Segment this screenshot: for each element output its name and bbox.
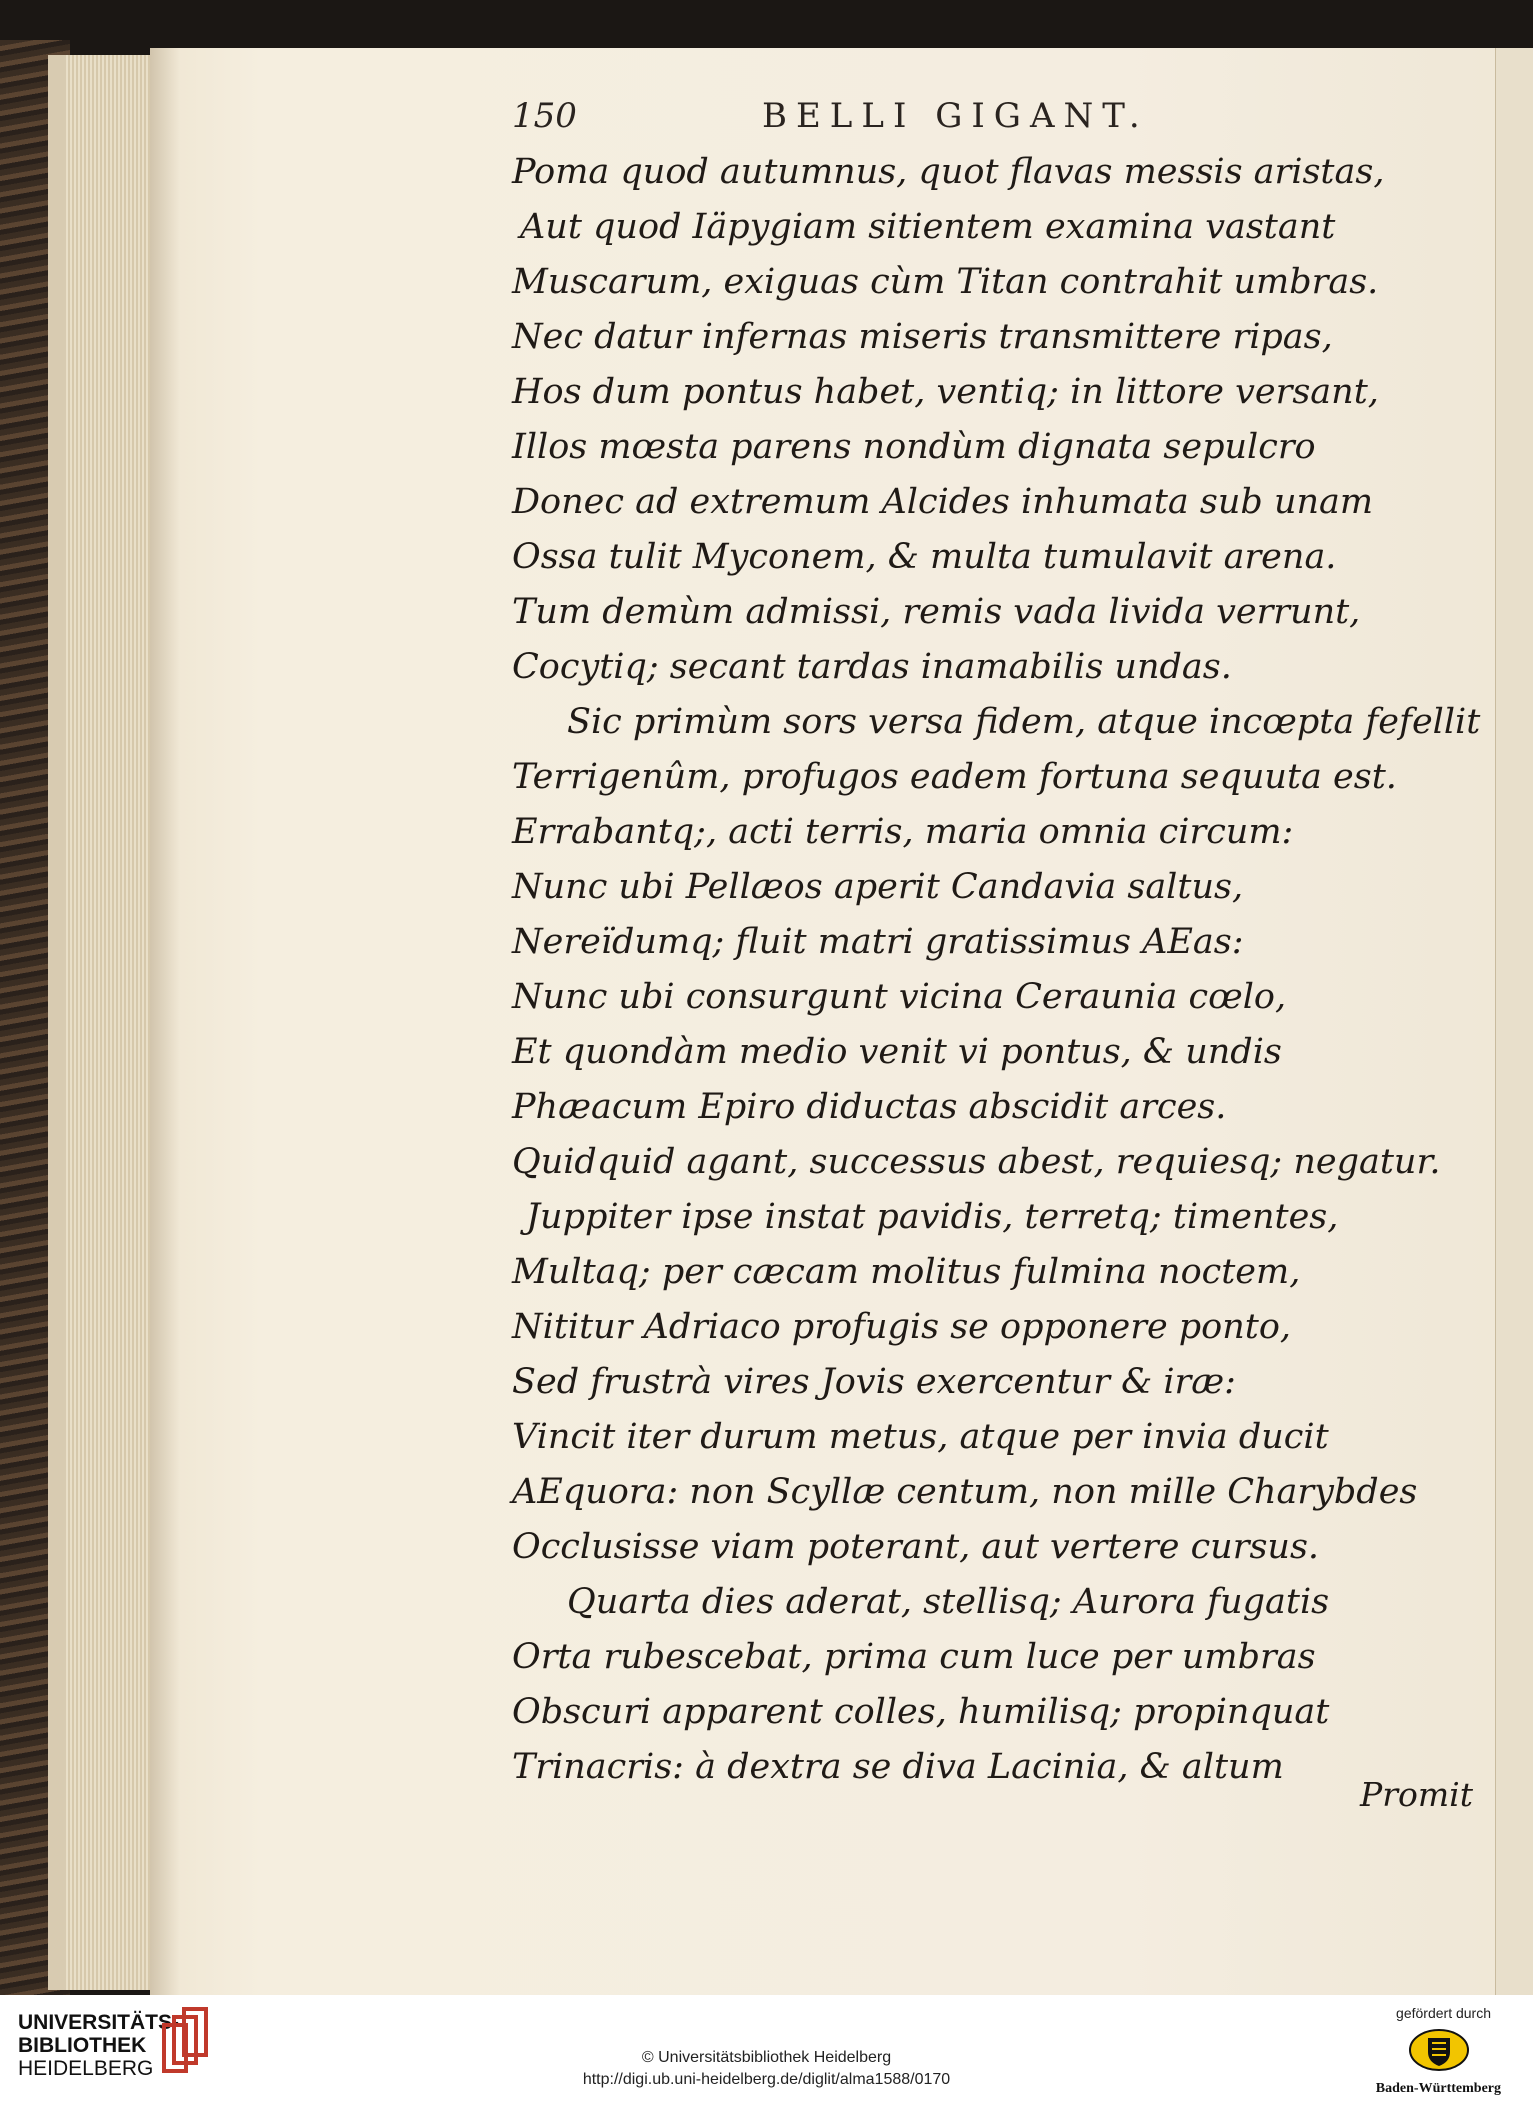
text-line: Sed frustrà vires Jovis exercentur & iræ: [512,1362,1236,1402]
text-line: Nunc ubi consurgunt vicina Ceraunia cœlo, [512,977,1287,1017]
library-name-line1: UNIVERSITÄTS- [18,2011,180,2034]
text-line: Obscuri apparent colles, humilisq; propinquat [512,1692,1330,1732]
permalink[interactable]: http://digi.ub.uni-heidelberg.de/diglit/alma1588/0170 [582,2071,951,2088]
text-line: Aut quod Iäpygiam sitientem examina vastant [520,207,1336,247]
copyright-notice: © Universitätsbibliothek Heidelberg [641,2049,892,2066]
text-line: Errabantq;, acti terris, maria omnia circum: [512,812,1294,852]
text-line: Ossa tulit Myconem, & multa tumulavit arena. [512,537,1337,577]
running-head: BELLI GIGANT. [762,96,1149,136]
text-line: Nunc ubi Pellæos aperit Candavia saltus, [512,867,1244,907]
text-line: Poma quod autumnus, quot flavas messis aristas, [512,152,1385,192]
text-line: Multaq; per cæcam molitus fulmina noctem, [512,1252,1301,1292]
library-name-line2: BIBLIOTHEK [18,2034,147,2057]
library-logo-text[interactable] [18,2011,179,2080]
text-line: Cocytiq; secant tardas inamabilis undas. [512,647,1232,687]
page-gutter-shadow [150,48,180,1995]
text-line: Juppiter ipse instat pavidis, terretq; timentes, [526,1197,1339,1237]
text-line: AEquora: non Scyllæ centum, non mille Charybdes [512,1472,1418,1512]
text-line: Donec ad extremum Alcides inhumata sub unam [512,482,1374,522]
text-line: Trinacris: à dextra se diva Lacinia, & altum [512,1747,1284,1787]
text-line: Muscarum, exiguas cùm Titan contrahit umbras. [512,262,1379,302]
text-line: Hos dum pontus habet, ventiq; in littore versant, [512,372,1379,412]
viewer-footer [0,1995,1533,2104]
text-line: Et quondàm medio venit vi pontus, & undis [512,1032,1282,1072]
text-line: Phæacum Epiro diductas abscidit arces. [512,1087,1227,1127]
text-line: Sic primùm sors versa fidem, atque incœpta fefellit [567,702,1481,742]
text-line: Terrigenûm, profugos eadem fortuna sequuta est. [512,757,1397,797]
text-line: Vincit iter durum metus, atque per invia ducit [512,1417,1329,1457]
text-line: Nereïdumq; fluit matri gratissimus AEas: [512,922,1244,962]
text-line: Tum demùm admissi, remis vada livida verrunt, [512,592,1361,632]
state-coat-of-arms-icon [1408,2028,1470,2072]
text-line: Quidquid agant, successus abest, requiesq; negatur. [512,1142,1441,1182]
funded-by-label: gefördert durch [1396,2005,1491,2021]
text-line: Quarta dies aderat, stellisq; Aurora fugatis [567,1582,1330,1622]
page-header [512,96,1232,146]
library-name-line3: HEIDELBERG [18,2057,154,2080]
text-line: Nititur Adriaco profugis se opponere ponto, [512,1307,1292,1347]
text-line: Occlusisse viam poterant, aut vertere cursus. [512,1527,1320,1567]
catchword: Promit [1360,1775,1473,1814]
text-line: Illos mœsta parens nondùm dignata sepulcro [512,427,1316,467]
cover-edge [48,55,66,1990]
state-name: Baden-Württemberg [1375,2081,1501,2096]
text-line: Orta rubescebat, prima cum luce per umbras [512,1637,1316,1677]
page-number: 150 [512,96,577,136]
facing-page-edge [1495,48,1533,1995]
text-line: Nec datur infernas miseris transmittere ripas, [512,317,1333,357]
